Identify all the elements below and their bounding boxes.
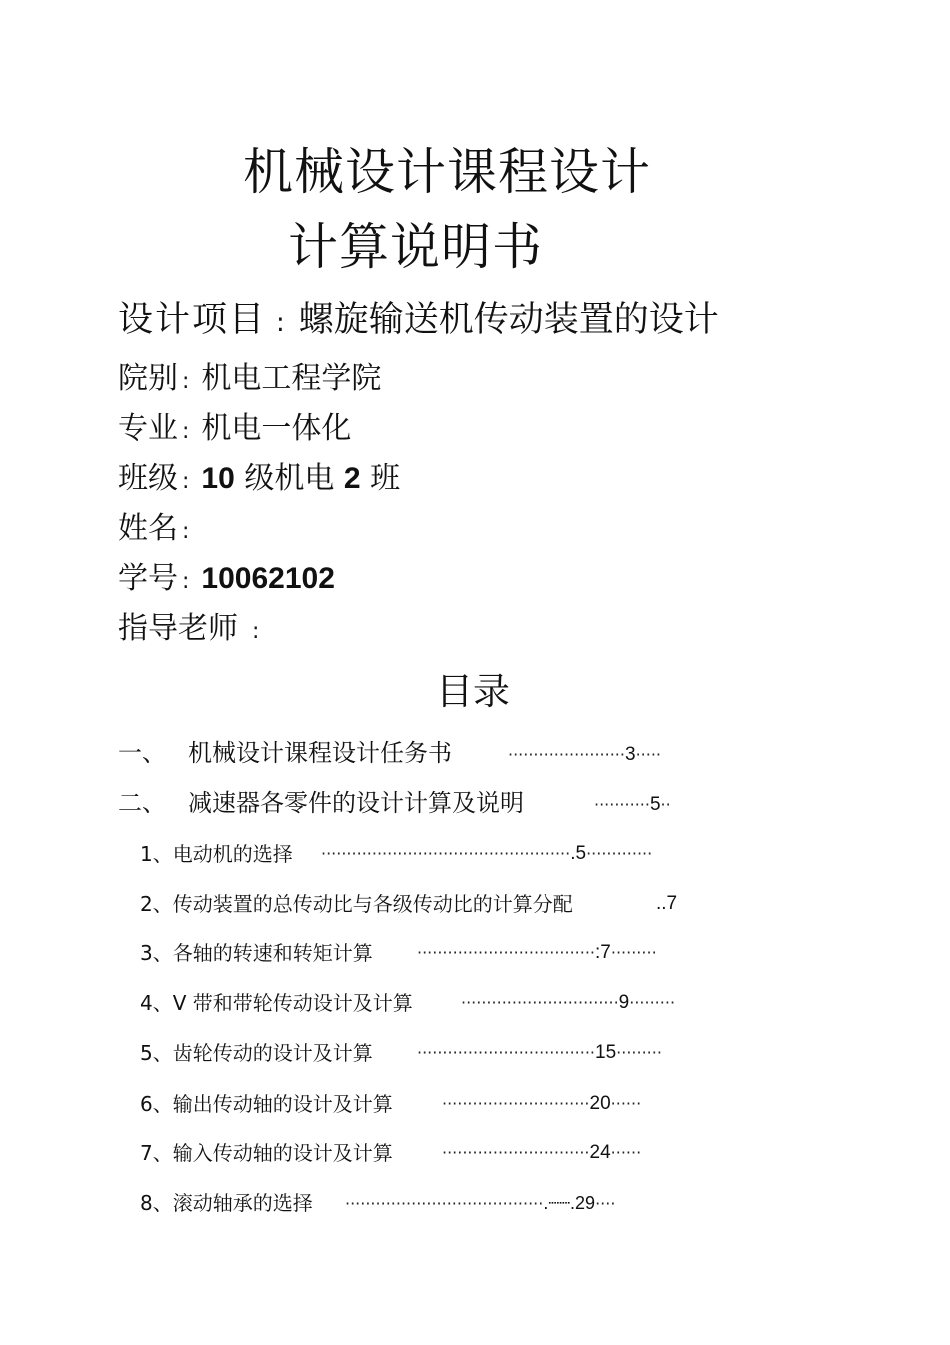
toc-page-number: 24 (589, 1142, 611, 1163)
toc-leader (461, 989, 675, 1017)
info-value: 10062102 (201, 562, 335, 595)
project-label: 设计项目 (118, 300, 267, 340)
toc-dots: ············· (586, 844, 653, 863)
info-student-id (118, 558, 335, 603)
toc-page-number: :7 (595, 942, 611, 963)
toc-entry-number: 二、 (118, 789, 166, 817)
info-value: 机电工程学院 (201, 361, 382, 396)
toc-entry-text: 8、滚动轴承的选择 (140, 1191, 313, 1215)
toc-page-number: 9 (618, 992, 630, 1013)
toc-sub-entry (140, 889, 573, 919)
toc-sub-entry (140, 938, 373, 968)
info-label: 姓名 (118, 511, 178, 546)
toc-leader (656, 890, 677, 918)
class-major: 级机电 (234, 461, 344, 496)
project-colon: : (276, 308, 285, 338)
toc-dots: ····· (635, 745, 661, 764)
toc-page-number: ..7 (656, 893, 678, 914)
info-value: 机电一体化 (201, 411, 352, 446)
toc-sub-entry (140, 1138, 393, 1168)
info-department (118, 358, 381, 403)
toc-main-entry (118, 736, 452, 770)
project-line (118, 296, 719, 347)
toc-leader (321, 840, 652, 868)
toc-dots: ···· (595, 1194, 616, 1213)
info-advisor (118, 608, 271, 653)
toc-dots: ················································· (321, 844, 571, 863)
toc-leader (417, 939, 657, 967)
info-colon: : (182, 469, 190, 494)
toc-entry-text: 1、电动机的选择 (140, 842, 293, 866)
info-colon: : (182, 569, 190, 594)
project-value: 螺旋输送机传动装置的设计 (298, 300, 719, 340)
info-label: 学号 (118, 561, 178, 596)
info-colon: : (182, 519, 190, 544)
toc-leader (442, 1090, 641, 1118)
toc-sub-entry (140, 1188, 313, 1218)
toc-entry-text: 机械设计课程设计任务书 (188, 739, 452, 767)
document-title: 机械设计课程设计 (243, 143, 651, 201)
toc-page-number: 3 (624, 744, 636, 765)
info-colon: : (252, 619, 260, 644)
toc-entry-text: 2、传动装置的总传动比与各级传动比的计算分配 (140, 892, 573, 916)
info-name (118, 508, 201, 553)
info-label: 院别 (118, 361, 178, 396)
document-subtitle: 计算说明书 (288, 218, 543, 276)
toc-entry-text: 4、V 带和带轮传动设计及计算 (140, 991, 413, 1015)
toc-dots: ······ (610, 1143, 642, 1162)
toc-dots: ····························· (442, 1094, 590, 1113)
info-label: 班级 (118, 461, 178, 496)
toc-page-number: 20 (589, 1093, 611, 1114)
toc-entry-text: 7、输入传动轴的设计及计算 (140, 1141, 393, 1165)
toc-leader (442, 1139, 641, 1167)
toc-sub-entry (140, 988, 413, 1018)
class-year: 10 (201, 462, 235, 495)
toc-dots: ······························· (461, 993, 619, 1012)
toc-dots: ··································· (417, 1043, 596, 1062)
toc-sub-entry (140, 1089, 393, 1119)
info-label: 指导老师 (118, 611, 238, 646)
toc-dots: ········· (616, 1043, 662, 1062)
toc-leader (345, 1189, 615, 1218)
toc-sub-entry (140, 839, 293, 869)
toc-page-number: .5 (570, 843, 587, 864)
toc-dots: ······································· (345, 1194, 544, 1213)
info-class (118, 458, 400, 503)
info-major (118, 408, 351, 453)
toc-leader (417, 1039, 662, 1067)
toc-entry-text: 6、输出传动轴的设计及计算 (140, 1092, 393, 1116)
toc-main-entry (118, 786, 524, 820)
toc-dots: ·· (660, 795, 671, 814)
toc-dots: ········· (629, 993, 676, 1012)
toc-dots: ··········· (594, 795, 650, 814)
toc-entry-text: 3、各轴的转速和转矩计算 (140, 941, 373, 965)
toc-dots: ··································· (417, 943, 596, 962)
toc-dots: ········· (610, 943, 657, 962)
toc-page-number: 5 (649, 794, 661, 815)
toc-dots: ······················· (508, 745, 625, 764)
info-label: 专业 (118, 411, 178, 446)
toc-entry-number: 一、 (118, 739, 166, 767)
class-suffix: 班 (360, 461, 401, 496)
toc-entry-text: 减速器各零件的设计计算及说明 (188, 789, 524, 817)
toc-entry-text: 5、齿轮传动的设计及计算 (140, 1041, 373, 1065)
toc-leader (594, 790, 671, 820)
toc-title: 目录 (436, 670, 510, 713)
toc-sub-entry (140, 1038, 373, 1068)
class-number: 2 (343, 462, 361, 495)
toc-dots: ······ (610, 1094, 642, 1113)
info-colon: : (182, 369, 190, 394)
info-colon: : (182, 419, 190, 444)
toc-dots: ····························· (442, 1143, 590, 1162)
toc-page-number: 15 (595, 1042, 617, 1063)
toc-leader (508, 740, 661, 770)
toc-page-number: .┈┈.29 (543, 1193, 596, 1213)
